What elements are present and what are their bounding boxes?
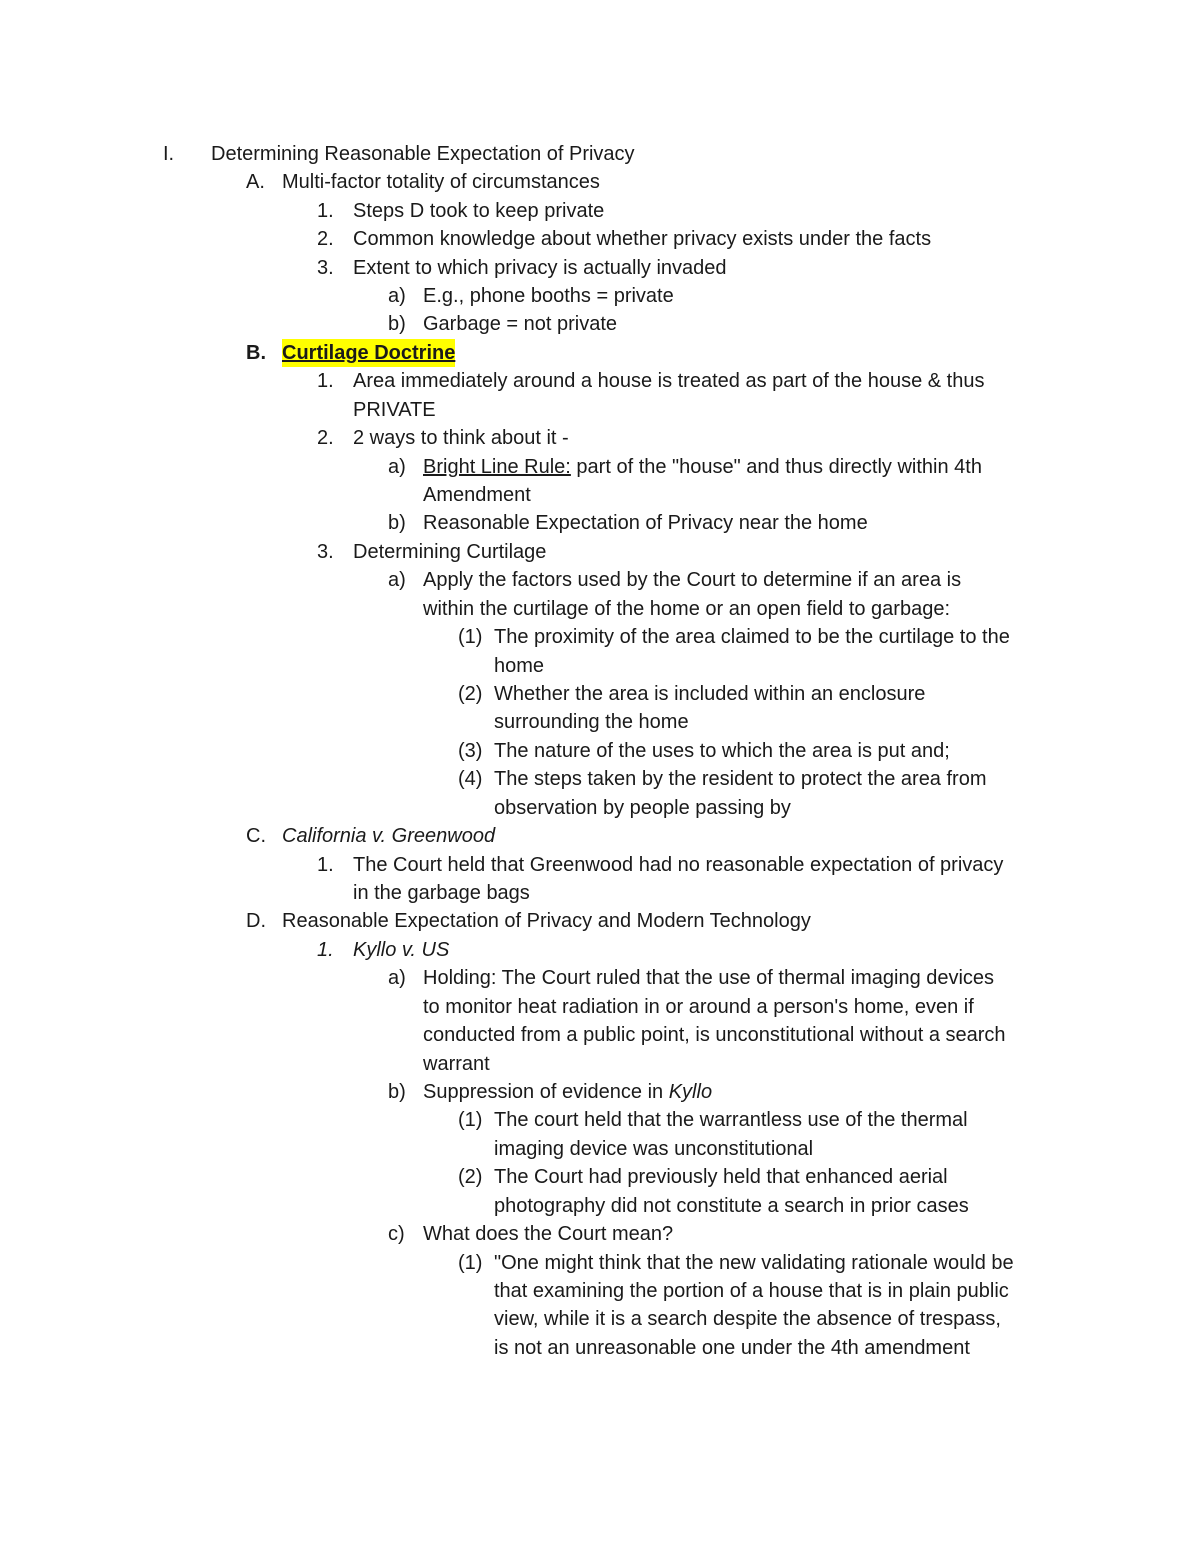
outline-marker-I: I. bbox=[163, 143, 175, 165]
list-marker: 1. bbox=[317, 854, 334, 876]
quote-line: is not an unreasonable one under the 4th amendment bbox=[494, 1337, 970, 1359]
section-title: Determining Reasonable Expectation of Privacy bbox=[211, 143, 635, 165]
list-marker: (1) bbox=[458, 1109, 483, 1131]
suppression-text: Suppression of evidence in bbox=[423, 1081, 669, 1103]
case-name-kyllo-inline: Kyllo bbox=[668, 1081, 713, 1103]
subsection-D-title: Reasonable Expectation of Privacy and Modern Technology bbox=[282, 910, 811, 932]
list-item-continuation: observation by people passing by bbox=[494, 797, 791, 819]
list-marker: 2. bbox=[317, 228, 334, 250]
list-item-continuation: Amendment bbox=[423, 484, 531, 506]
outline-marker-A: A. bbox=[246, 171, 265, 193]
highlighted-heading-curtilage: Curtilage Doctrine bbox=[282, 339, 455, 367]
list-item: Extent to which privacy is actually invaded bbox=[353, 257, 727, 279]
subsection-A-title: Multi-factor totality of circumstances bbox=[282, 171, 600, 193]
list-marker: a) bbox=[388, 569, 406, 591]
list-marker: b) bbox=[388, 1081, 406, 1103]
list-item: The court held that the warrantless use of the thermal bbox=[494, 1109, 968, 1131]
list-marker: 1. bbox=[317, 370, 334, 392]
list-marker: 3. bbox=[317, 541, 334, 563]
list-marker: b) bbox=[388, 313, 406, 335]
list-marker: a) bbox=[388, 285, 406, 307]
bright-line-rule-text: part of the "house" and thus directly within 4th bbox=[570, 456, 982, 478]
outline-marker-C: C. bbox=[246, 825, 266, 847]
list-item: The nature of the uses to which the area is put and; bbox=[494, 740, 950, 762]
quote-line: view, while it is a search despite the absence of trespass, bbox=[494, 1308, 1001, 1330]
list-item-continuation: photography did not constitute a search in prior cases bbox=[494, 1195, 969, 1217]
list-item-continuation: to monitor heat radiation in or around a person's home, even if bbox=[423, 996, 974, 1018]
list-item-continuation: imaging device was unconstitutional bbox=[494, 1138, 814, 1160]
list-item: Garbage = not private bbox=[423, 313, 618, 335]
list-item-continuation: warrant bbox=[423, 1053, 490, 1075]
list-marker: (2) bbox=[458, 1166, 483, 1188]
list-marker: b) bbox=[388, 512, 406, 534]
list-item: Common knowledge about whether privacy exists under the facts bbox=[353, 228, 932, 250]
list-marker: (3) bbox=[458, 740, 483, 762]
list-item bbox=[423, 453, 982, 481]
list-item-continuation: home bbox=[494, 655, 545, 677]
list-item-continuation: in the garbage bags bbox=[353, 882, 530, 904]
list-item: Area immediately around a house is treated as part of the house & thus bbox=[353, 370, 985, 392]
list-item: Apply the factors used by the Court to determine if an area is bbox=[423, 569, 962, 591]
list-marker: 2. bbox=[317, 427, 334, 449]
list-item: Whether the area is included within an enclosure bbox=[494, 683, 926, 705]
quote-line: that examining the portion of a house that is in plain public bbox=[494, 1280, 1009, 1302]
list-marker: a) bbox=[388, 967, 406, 989]
list-item: What does the Court mean? bbox=[423, 1223, 674, 1245]
list-item bbox=[423, 1078, 712, 1106]
list-item: Steps D took to keep private bbox=[353, 200, 605, 222]
case-name-kyllo: Kyllo v. US bbox=[353, 939, 450, 961]
list-marker: (1) bbox=[458, 626, 483, 648]
list-item-continuation: within the curtilage of the home or an open field to garbage: bbox=[423, 598, 951, 620]
list-item: The proximity of the area claimed to be the curtilage to the bbox=[494, 626, 1010, 648]
outline-marker-B: B. bbox=[246, 342, 266, 364]
list-item: E.g., phone booths = private bbox=[423, 285, 674, 307]
list-marker: 3. bbox=[317, 257, 334, 279]
list-item-continuation: surrounding the home bbox=[494, 711, 689, 733]
list-item: Holding: The Court ruled that the use of thermal imaging devices bbox=[423, 967, 995, 989]
list-item: Reasonable Expectation of Privacy near the home bbox=[423, 512, 868, 534]
quote-line: "One might think that the new validating rationale would be bbox=[494, 1252, 1014, 1274]
list-marker: (2) bbox=[458, 683, 483, 705]
list-marker: a) bbox=[388, 456, 406, 478]
outline-marker-D: D. bbox=[246, 910, 266, 932]
list-marker: 1. bbox=[317, 200, 334, 222]
list-marker: 1. bbox=[317, 939, 334, 961]
list-item: 2 ways to think about it - bbox=[353, 427, 569, 449]
case-name-greenwood: California v. Greenwood bbox=[282, 825, 496, 847]
list-item-continuation: PRIVATE bbox=[353, 399, 436, 421]
list-item: The Court had previously held that enhanced aerial bbox=[494, 1166, 948, 1188]
bright-line-rule-label: Bright Line Rule: bbox=[423, 456, 571, 478]
list-item: The Court held that Greenwood had no reasonable expectation of privacy bbox=[353, 854, 1004, 876]
list-item: Determining Curtilage bbox=[353, 541, 547, 563]
list-item: The steps taken by the resident to protect the area from bbox=[494, 768, 987, 790]
list-marker: (4) bbox=[458, 768, 483, 790]
list-marker: (1) bbox=[458, 1252, 483, 1274]
list-marker: c) bbox=[388, 1223, 405, 1245]
list-item-continuation: conducted from a public point, is unconstitutional without a search bbox=[423, 1024, 1006, 1046]
